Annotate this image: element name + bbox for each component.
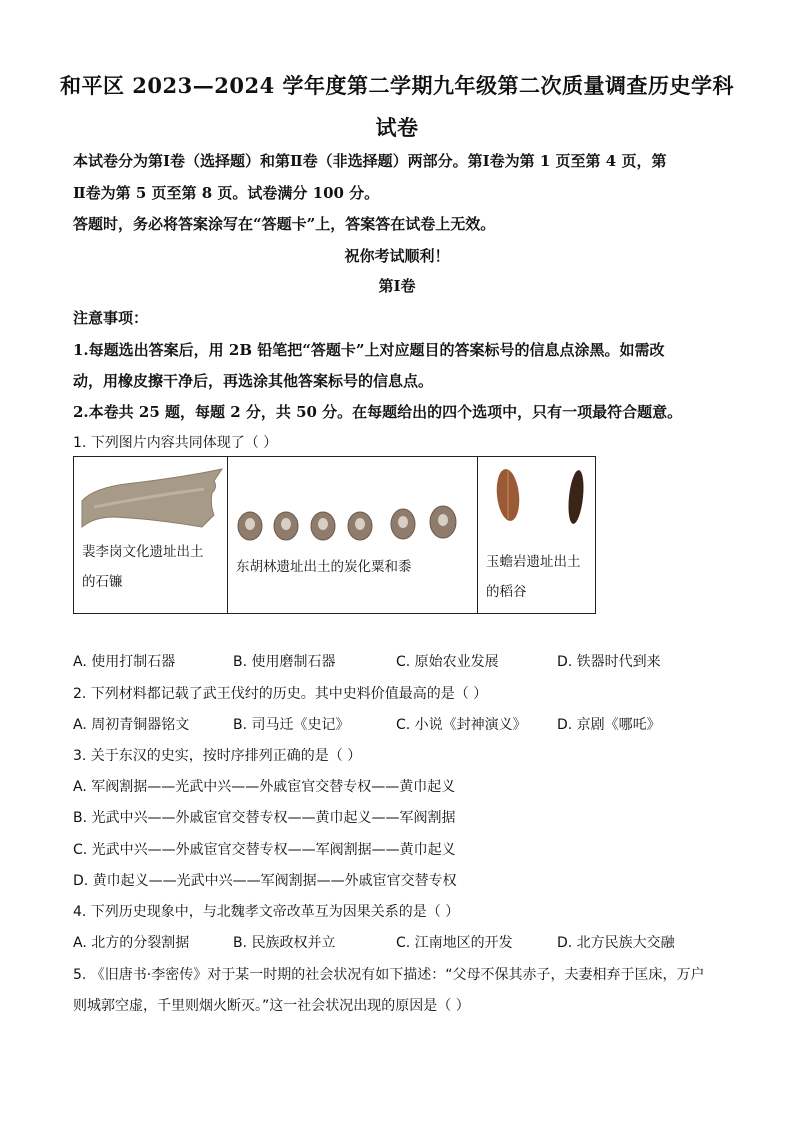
- caption-sickle-line1: 裴李岗文化遗址出土: [82, 544, 204, 560]
- caption-millet: 东胡林遗址出土的炭化粟和黍: [236, 559, 412, 575]
- q4-option-b[interactable]: B. 民族政权并立: [233, 935, 336, 951]
- figure-cell-millet: [228, 457, 478, 614]
- question-1-stem: 1. 下列图片内容共同体现了（ ）: [73, 435, 278, 451]
- note1-line1: 1.每题选出答案后，用 2B 铅笔把“答题卡”上对应题目的答案标号的信息点涂黑。如需改: [73, 341, 665, 359]
- intro-line3: 答题时，务必将答案涂写在“答题卡”上，答案答在试卷上无效。: [73, 215, 496, 233]
- notes-heading: 注意事项：: [73, 309, 149, 327]
- q3-option-a[interactable]: A. 军阀割据——光武中兴——外戚宦官交替专权——黄巾起义: [73, 779, 456, 795]
- q4-option-d[interactable]: D. 北方民族大交融: [557, 935, 675, 951]
- question-4-stem: 4. 下列历史现象中，与北魏孝文帝改革互为因果关系的是（ ）: [73, 904, 460, 920]
- figure-cell-sickle: [74, 457, 228, 614]
- q4-option-a[interactable]: A. 北方的分裂割据: [73, 935, 190, 951]
- q1-option-a[interactable]: A. 使用打制石器: [73, 654, 176, 670]
- question-3-stem: 3. 关于东汉的史实，按时序排列正确的是（ ）: [73, 748, 362, 764]
- exam-title-line2: 试卷: [375, 115, 419, 140]
- section-heading: 第Ⅰ卷: [378, 277, 416, 295]
- q2-option-d[interactable]: D. 京剧《哪吒》: [557, 717, 661, 733]
- question-5-stem-line1: 5. 《旧唐书·李密传》对于某一时期的社会状况有如下描述：“父母不保其赤子，夫妻相弃于匡床，万户: [73, 967, 705, 983]
- intro-line2: Ⅱ卷为第 5 页至第 8 页。试卷满分 100 分。: [73, 184, 380, 202]
- note1-line2: 动，用橡皮擦干净后，再选涂其他答案标号的信息点。: [73, 372, 434, 390]
- intro-line1: 本试卷分为第Ⅰ卷（选择题）和第Ⅱ卷（非选择题）两部分。第Ⅰ卷为第 1 页至第 4 页，第: [73, 152, 667, 170]
- figure-cell-rice: [478, 457, 596, 614]
- question-2-stem: 2. 下列材料都记载了武王伐纣的历史。其中史料价值最高的是（ ）: [73, 686, 488, 702]
- exam-title-line1: 和平区 2023—2024 学年度第二学期九年级第二次质量调查历史学科: [59, 73, 734, 98]
- question-1-figure-table: [73, 456, 596, 614]
- caption-sickle-line2: 的石镰: [82, 574, 123, 590]
- q1-option-b[interactable]: B. 使用磨制石器: [233, 654, 336, 670]
- q2-option-c[interactable]: C. 小说《封神演义》: [396, 717, 527, 733]
- q3-option-c[interactable]: C. 光武中兴——外戚宦官交替专权——军阀割据——黄巾起义: [73, 842, 456, 858]
- caption-rice-line1: 玉蟾岩遗址出土: [486, 554, 581, 570]
- q2-option-b[interactable]: B. 司马迁《史记》: [233, 717, 350, 733]
- q3-option-b[interactable]: B. 光武中兴——外戚宦官交替专权——黄巾起义——军阀割据: [73, 810, 456, 826]
- question-5-stem-line2: 则城郭空虚，千里则烟火断灭。”这一社会状况出现的原因是（ ）: [73, 998, 470, 1014]
- q1-option-c[interactable]: C. 原始农业发展: [396, 654, 499, 670]
- note2: 2.本卷共 25 题，每题 2 分，共 50 分。在每题给出的四个选项中，只有一项最符合题意。: [73, 403, 683, 421]
- q1-option-d[interactable]: D. 铁器时代到来: [557, 654, 661, 670]
- caption-rice-line2: 的稻谷: [486, 584, 527, 600]
- q3-option-d[interactable]: D. 黄巾起义——光武中兴——军阀割据——外戚宦官交替专权: [73, 873, 457, 889]
- rice-grains-image: [478, 457, 595, 542]
- q2-option-a[interactable]: A. 周初青铜器铭文: [73, 717, 190, 733]
- wish-text: 祝你考试顺利！: [344, 247, 450, 265]
- q4-option-c[interactable]: C. 江南地区的开发: [396, 935, 513, 951]
